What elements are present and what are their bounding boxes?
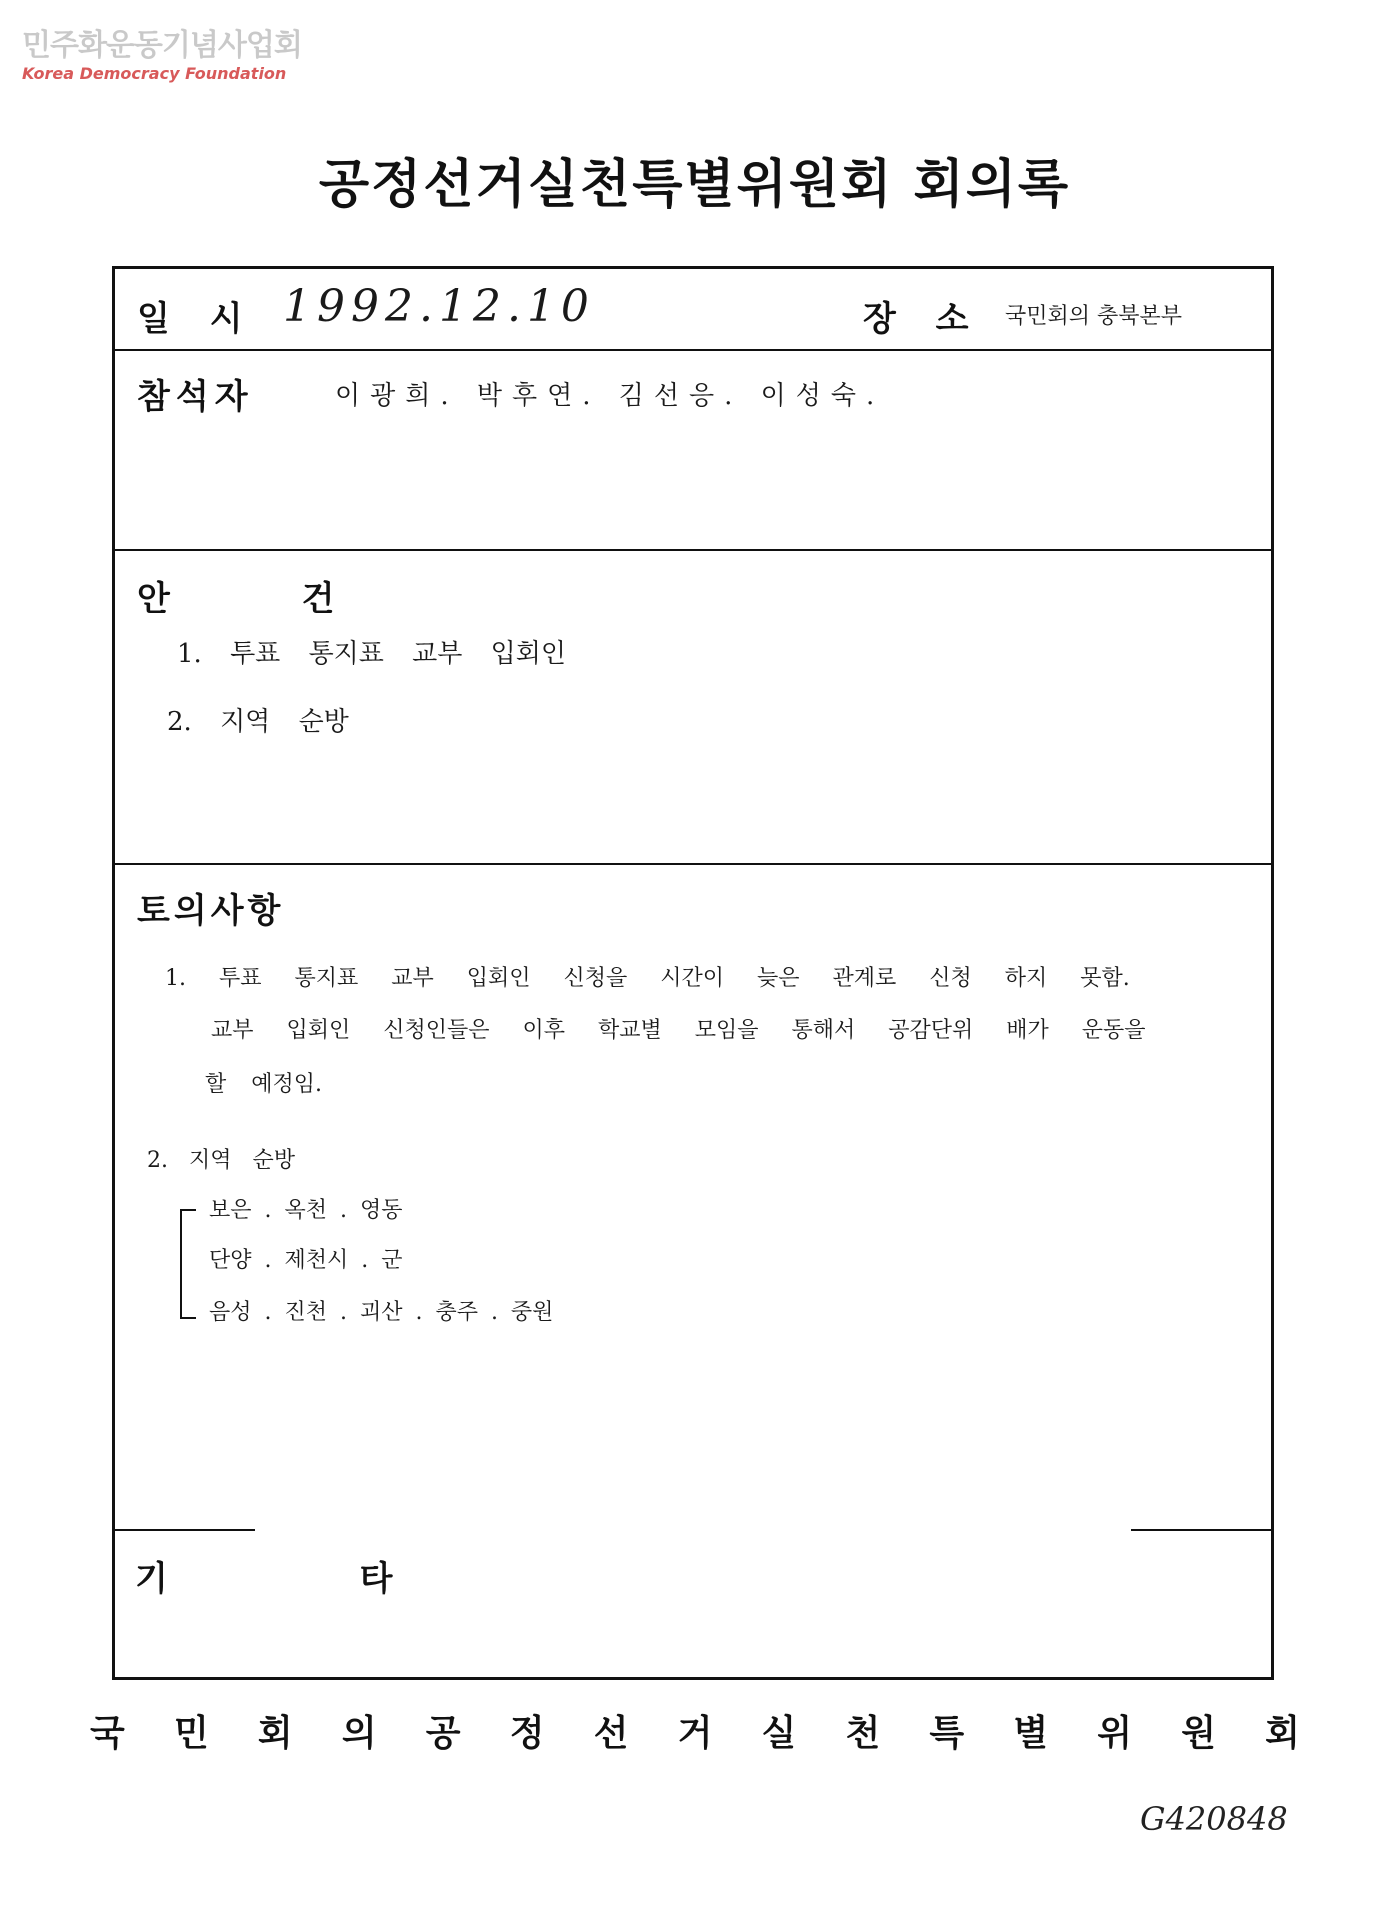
- footer-organization: [90, 1705, 1300, 1756]
- watermark-english: Korea Democracy Foundation: [22, 64, 287, 83]
- minutes-form: [112, 266, 1274, 1680]
- discussion-1-line-3: 할 예정임.: [205, 1072, 322, 1097]
- date-value: 1992.12.10: [283, 281, 595, 332]
- footer-char: 원: [1181, 1713, 1216, 1754]
- divider-agenda: [115, 863, 1271, 865]
- document-title: 공정선거실천특별위원회 회의록: [318, 155, 1071, 215]
- agenda-item-2: 2. 지역 순방: [167, 707, 349, 737]
- date-label: 일 시: [137, 299, 257, 339]
- footer-char: 국: [90, 1713, 125, 1754]
- divider-other-right: [1131, 1529, 1271, 1531]
- place-label: 장 소: [863, 299, 983, 339]
- discussion-2-item-1: 보은 . 옥천 . 영동: [209, 1198, 403, 1223]
- discussion-2-item-2: 단양 . 제천시 . 군: [209, 1248, 403, 1273]
- attendees-label: 참석자: [137, 377, 254, 417]
- footer-char: 정: [509, 1713, 545, 1754]
- footer-char: 거: [677, 1713, 713, 1754]
- divider-other-left: [115, 1529, 255, 1531]
- discussion-1-line-1: 1. 투표 통지표 교부 입회인 신청을 시간이 늦은 관계로 신청 하지 못함.: [165, 966, 1130, 991]
- footer-char: 회: [257, 1713, 293, 1754]
- footer-char: 민: [173, 1713, 209, 1754]
- watermark-korean: 민주화운동기념사업회: [22, 28, 302, 63]
- footer-char: 천: [845, 1713, 881, 1754]
- footer-char: 별: [1013, 1713, 1049, 1754]
- agenda-label: 안 건: [137, 579, 395, 619]
- footer-char: 위: [1097, 1713, 1133, 1754]
- footer-char: 회: [1265, 1713, 1300, 1754]
- archive-stamp: G420848: [1140, 1800, 1288, 1838]
- region-bracket: [180, 1209, 196, 1319]
- divider-attendees: [115, 549, 1271, 551]
- footer-char: 공: [425, 1713, 461, 1754]
- discussion-label: 토의사항: [137, 891, 285, 931]
- discussion-2-title: 2. 지역 순방: [147, 1148, 295, 1173]
- footer-char: 실: [761, 1713, 797, 1754]
- agenda-item-1: 1. 투표 통지표 교부 입회인: [177, 639, 567, 669]
- place-value: 국민회의 충북본부: [1005, 304, 1183, 329]
- footer-char: 의: [341, 1713, 377, 1754]
- discussion-2-item-3: 음성 . 진천 . 괴산 . 충주 . 중원: [209, 1300, 554, 1325]
- footer-char: 특: [929, 1713, 965, 1754]
- footer-char: 선: [593, 1713, 629, 1754]
- attendees-value: 이광희. 박후연. 김선응. 이성숙.: [335, 381, 885, 411]
- other-label: 기 타: [135, 1559, 483, 1599]
- discussion-1-line-2: 교부 입회인 신청인들은 이후 학교별 모임을 통해서 공감단위 배가 운동을: [211, 1018, 1146, 1043]
- divider-date: [115, 349, 1271, 351]
